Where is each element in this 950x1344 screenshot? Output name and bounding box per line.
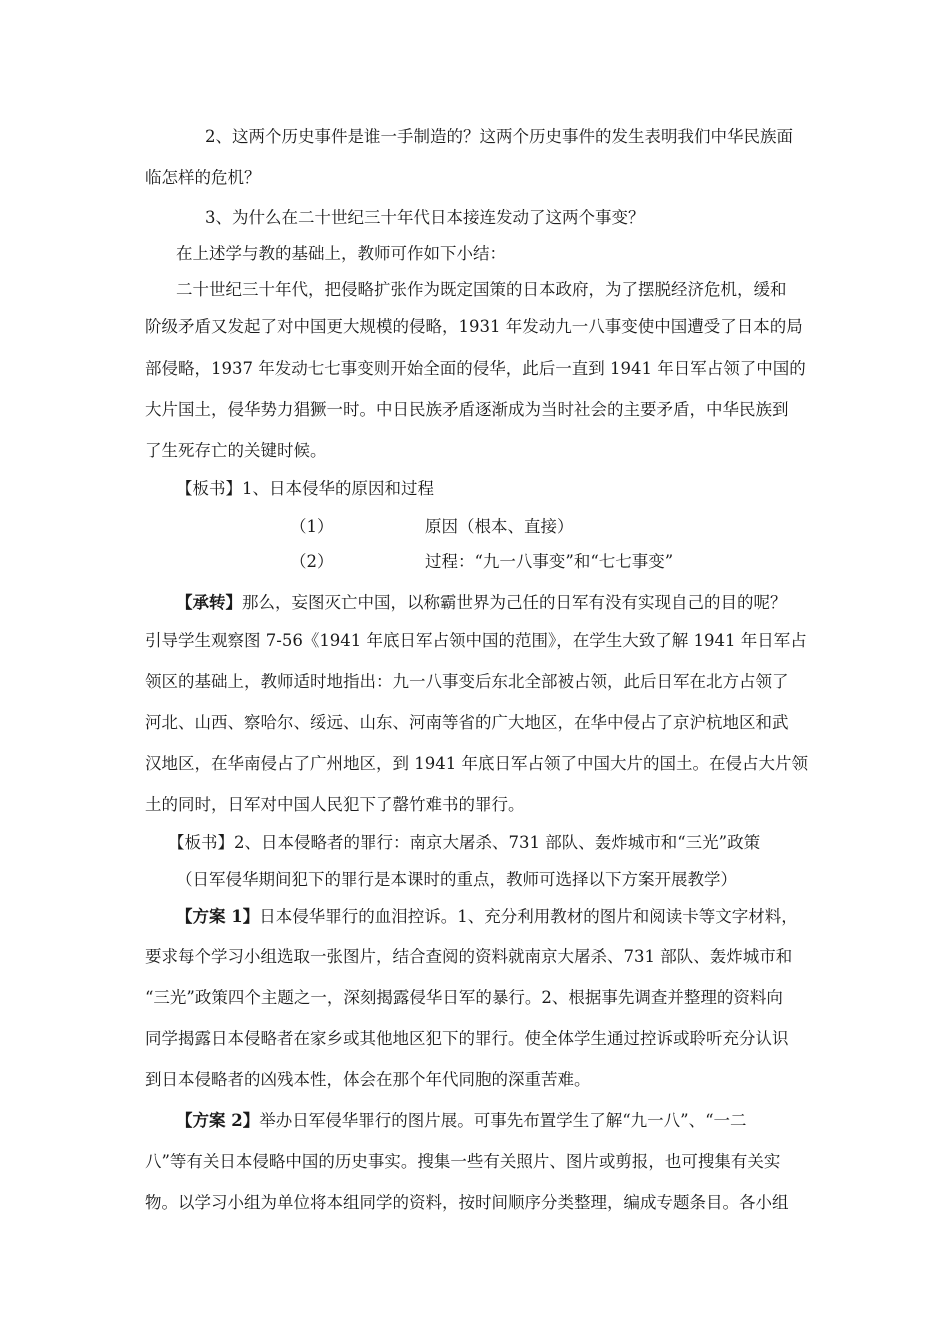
board-item-1: [0, 515, 950, 539]
board-item-number: （2）: [290, 552, 334, 571]
summary-line-1: 二十世纪三十年代，把侵略扩张作为既定国策的日本政府，为了摆脱经济危机，缓和: [176, 280, 787, 299]
plan-1-line-4: 同学揭露日本侵略者在家乡或其他地区犯下的罪行。使全体学生通过控诉或聆听充分认识: [145, 1029, 789, 1048]
board-tag: 【板书】: [168, 833, 234, 852]
board-item-text: 原因（根本、直接）: [425, 517, 574, 536]
plan-2-line-1: [176, 1109, 815, 1133]
question-2-line-1: 2、这两个历史事件是谁一手制造的？这两个历史事件的发生表明我们中华民族面: [205, 127, 793, 146]
plan-1-line-2: 要求每个学习小组选取一张图片，结合查阅的资料就南京大屠杀、731 部队、轰炸城市和: [145, 947, 793, 966]
transition-tag: 【承转】: [176, 593, 242, 612]
board-note-2: [168, 831, 815, 855]
plan-text: 举办日军侵华罪行的图片展。可事先布置学生了解“九一八”、“一二: [259, 1111, 747, 1130]
plan-1-line-3: “三光”政策四个主题之一，深刻揭露侵华日军的暴行。2、根据事先调查并整理的资料向: [145, 988, 783, 1007]
transition-text: 那么，妄图灭亡中国，以称霸世界为己任的日军有没有实现自己的目的呢？: [242, 593, 787, 612]
summary-line-3: 部侵略，1937 年发动七七事变则开始全面的侵华，此后一直到 1941 年日军占领了中国的: [145, 359, 806, 378]
transition-line-5: 汉地区，在华南侵占了广州地区，到 1941 年底日军占领了中国大片的国土。在侵占大片领: [145, 754, 808, 773]
plan-text: 日本侵华罪行的血泪控诉。1、充分利用教材的图片和阅读卡等文字材料，: [259, 907, 798, 926]
board-item-text: 过程：“九一八事变”和“七七事变”: [425, 552, 674, 571]
plan-1-line-5: 到日本侵略者的凶残本性，体会在那个年代同胞的深重苦难。: [145, 1070, 591, 1089]
transition-line-6: 土的同时，日军对中国人民犯下了罄竹难书的罪行。: [145, 795, 525, 814]
plan-2-line-2: 八”等有关日本侵略中国的历史事实。搜集一些有关照片、图片或剪报，也可搜集有关实: [145, 1152, 781, 1171]
summary-intro: 在上述学与教的基础上，教师可作如下小结：: [176, 244, 506, 263]
board-text: 2、日本侵略者的罪行：南京大屠杀、731 部队、轰炸城市和“三光”政策: [234, 833, 761, 852]
board-item-2: [0, 550, 950, 574]
transition-line-2: 引导学生观察图 7-56《1941 年底日军占领中国的范围》，在学生大致了解 1941 年日军占: [145, 631, 807, 650]
plan-tag: 【方案 1】: [176, 907, 260, 926]
summary-line-4: 大片国土，侵华势力猖獗一时。中日民族矛盾逐渐成为当时社会的主要矛盾，中华民族到: [145, 400, 789, 419]
transition-line-4: 河北、山西、察哈尔、绥远、山东、河南等省的广大地区，在华中侵占了京沪杭地区和武: [145, 713, 789, 732]
board-tag: 【板书】: [176, 479, 242, 498]
question-3: 3、为什么在二十世纪三十年代日本接连发动了这两个事变？: [205, 208, 645, 227]
transition-line-1: [176, 591, 815, 615]
summary-line-5: 了生死存亡的关键时候。: [145, 441, 327, 460]
board-note-2-remark: （日军侵华期间犯下的罪行是本课时的重点，教师可选择以下方案开展教学）: [176, 870, 737, 889]
board-text: 1、日本侵华的原因和过程: [242, 479, 434, 498]
plan-tag: 【方案 2】: [176, 1111, 260, 1130]
board-item-number: （1）: [290, 517, 334, 536]
transition-line-3: 领区的基础上，教师适时地指出：九一八事变后东北全部被占领，此后日军在北方占领了: [145, 672, 789, 691]
plan-1-line-1: [176, 905, 815, 929]
plan-2-line-3: 物。以学习小组为单位将本组同学的资料，按时间顺序分类整理，编成专题条目。各小组: [145, 1193, 789, 1212]
summary-line-2: 阶级矛盾又发起了对中国更大规模的侵略，1931 年发动九一八事变使中国遭受了日本的局: [145, 317, 803, 336]
question-2-line-2: 临怎样的危机？: [145, 168, 261, 187]
board-note-1: [176, 477, 815, 501]
